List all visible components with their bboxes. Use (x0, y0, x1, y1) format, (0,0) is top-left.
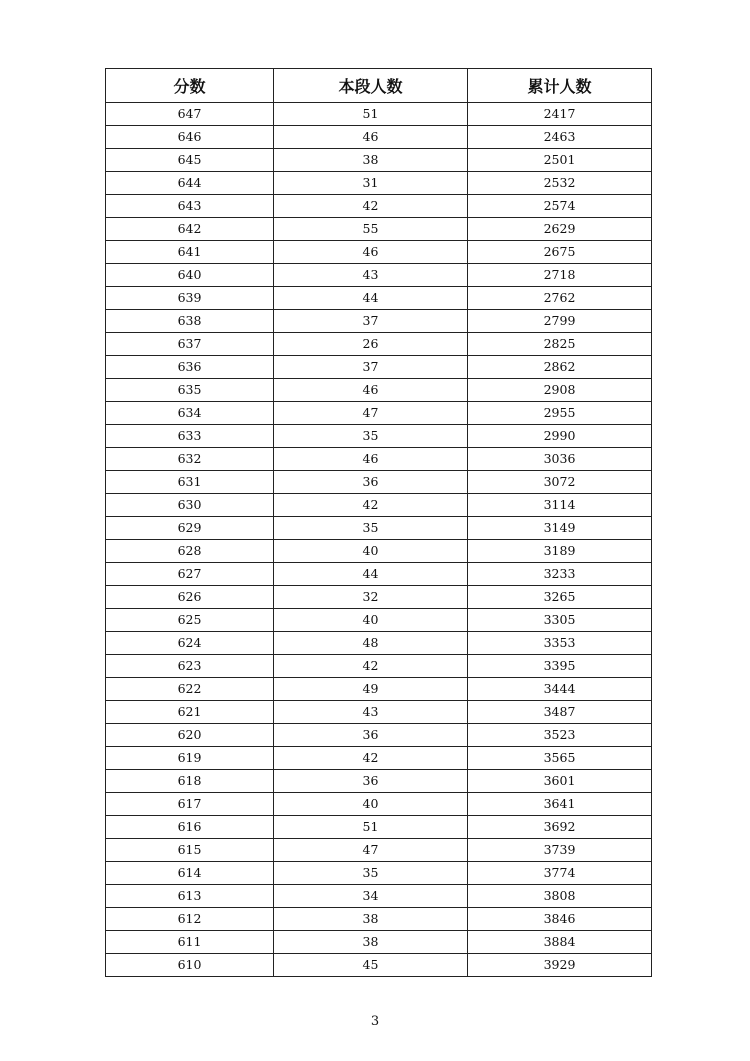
segment-count-cell: 36 (274, 770, 468, 793)
segment-count-cell: 46 (274, 241, 468, 264)
segment-count-cell: 42 (274, 195, 468, 218)
cumulative-count-cell: 3565 (468, 747, 652, 770)
table-row (106, 954, 652, 977)
cumulative-count-cell: 2718 (468, 264, 652, 287)
segment-count-cell: 49 (274, 678, 468, 701)
score-cell: 625 (106, 609, 274, 632)
cumulative-count-cell: 3523 (468, 724, 652, 747)
cumulative-count-cell: 2762 (468, 287, 652, 310)
score-cell: 614 (106, 862, 274, 885)
cumulative-count-cell: 2629 (468, 218, 652, 241)
segment-count-cell: 38 (274, 931, 468, 954)
cumulative-count-cell: 3353 (468, 632, 652, 655)
table-row (106, 287, 652, 310)
cumulative-count-cell: 3444 (468, 678, 652, 701)
cumulative-count-cell: 3846 (468, 908, 652, 931)
score-cell: 637 (106, 333, 274, 356)
segment-count-cell: 43 (274, 701, 468, 724)
table-row (106, 517, 652, 540)
score-cell: 628 (106, 540, 274, 563)
segment-count-cell: 34 (274, 885, 468, 908)
segment-count-cell: 35 (274, 517, 468, 540)
segment-count-cell: 44 (274, 563, 468, 586)
segment-count-cell: 38 (274, 908, 468, 931)
cumulative-count-cell: 3808 (468, 885, 652, 908)
table-row (106, 149, 652, 172)
table-row (106, 609, 652, 632)
table-row (106, 310, 652, 333)
table-row (106, 241, 652, 264)
table-row (106, 195, 652, 218)
score-cell: 638 (106, 310, 274, 333)
cumulative-count-cell: 3114 (468, 494, 652, 517)
table-row (106, 655, 652, 678)
table-header (106, 69, 652, 103)
table-row (106, 701, 652, 724)
segment-count-cell: 37 (274, 356, 468, 379)
score-distribution-table-container (105, 68, 651, 977)
cumulative-count-cell: 2799 (468, 310, 652, 333)
score-cell: 630 (106, 494, 274, 517)
score-cell: 624 (106, 632, 274, 655)
table-row (106, 770, 652, 793)
table-row (106, 793, 652, 816)
cumulative-count-cell: 3036 (468, 448, 652, 471)
score-cell: 620 (106, 724, 274, 747)
table-row (106, 333, 652, 356)
score-cell: 633 (106, 425, 274, 448)
table-row (106, 448, 652, 471)
segment-count-cell: 36 (274, 724, 468, 747)
header-segment-count: 本段人数 (274, 69, 468, 103)
score-cell: 645 (106, 149, 274, 172)
cumulative-count-cell: 3233 (468, 563, 652, 586)
page-number: 3 (370, 1014, 380, 1029)
segment-count-cell: 44 (274, 287, 468, 310)
segment-count-cell: 48 (274, 632, 468, 655)
cumulative-count-cell: 2908 (468, 379, 652, 402)
segment-count-cell: 46 (274, 126, 468, 149)
table-body (106, 103, 652, 977)
table-row (106, 563, 652, 586)
cumulative-count-cell: 3884 (468, 931, 652, 954)
segment-count-cell: 51 (274, 103, 468, 126)
table-row (106, 540, 652, 563)
table-row (106, 402, 652, 425)
segment-count-cell: 46 (274, 379, 468, 402)
score-cell: 617 (106, 793, 274, 816)
score-cell: 623 (106, 655, 274, 678)
cumulative-count-cell: 3692 (468, 816, 652, 839)
score-cell: 626 (106, 586, 274, 609)
table-row (106, 471, 652, 494)
score-cell: 641 (106, 241, 274, 264)
segment-count-cell: 47 (274, 402, 468, 425)
segment-count-cell: 47 (274, 839, 468, 862)
cumulative-count-cell: 3265 (468, 586, 652, 609)
segment-count-cell: 40 (274, 609, 468, 632)
table-row (106, 494, 652, 517)
segment-count-cell: 37 (274, 310, 468, 333)
table-row (106, 103, 652, 126)
cumulative-count-cell: 3395 (468, 655, 652, 678)
cumulative-count-cell: 3774 (468, 862, 652, 885)
score-cell: 629 (106, 517, 274, 540)
cumulative-count-cell: 3929 (468, 954, 652, 977)
segment-count-cell: 43 (274, 264, 468, 287)
cumulative-count-cell: 2574 (468, 195, 652, 218)
cumulative-count-cell: 2955 (468, 402, 652, 425)
table-row (106, 264, 652, 287)
header-score: 分数 (106, 69, 274, 103)
table-row (106, 747, 652, 770)
cumulative-count-cell: 3641 (468, 793, 652, 816)
header-row (106, 69, 652, 103)
header-cumulative-count: 累计人数 (468, 69, 652, 103)
cumulative-count-cell: 2675 (468, 241, 652, 264)
score-cell: 639 (106, 287, 274, 310)
score-cell: 611 (106, 931, 274, 954)
score-cell: 647 (106, 103, 274, 126)
cumulative-count-cell: 2501 (468, 149, 652, 172)
table-row (106, 908, 652, 931)
segment-count-cell: 45 (274, 954, 468, 977)
segment-count-cell: 55 (274, 218, 468, 241)
table-row (106, 425, 652, 448)
table-row (106, 862, 652, 885)
table-row (106, 586, 652, 609)
score-cell: 646 (106, 126, 274, 149)
cumulative-count-cell: 2463 (468, 126, 652, 149)
cumulative-count-cell: 2862 (468, 356, 652, 379)
score-cell: 634 (106, 402, 274, 425)
segment-count-cell: 26 (274, 333, 468, 356)
score-cell: 627 (106, 563, 274, 586)
cumulative-count-cell: 3189 (468, 540, 652, 563)
table-row (106, 356, 652, 379)
table-row (106, 839, 652, 862)
score-cell: 621 (106, 701, 274, 724)
cumulative-count-cell: 3601 (468, 770, 652, 793)
cumulative-count-cell: 3487 (468, 701, 652, 724)
score-cell: 622 (106, 678, 274, 701)
score-cell: 631 (106, 471, 274, 494)
score-cell: 610 (106, 954, 274, 977)
segment-count-cell: 35 (274, 862, 468, 885)
table-row (106, 724, 652, 747)
score-cell: 644 (106, 172, 274, 195)
cumulative-count-cell: 2417 (468, 103, 652, 126)
segment-count-cell: 32 (274, 586, 468, 609)
score-cell: 613 (106, 885, 274, 908)
score-cell: 632 (106, 448, 274, 471)
table-row (106, 816, 652, 839)
score-cell: 615 (106, 839, 274, 862)
segment-count-cell: 31 (274, 172, 468, 195)
table-row (106, 632, 652, 655)
segment-count-cell: 38 (274, 149, 468, 172)
score-cell: 619 (106, 747, 274, 770)
cumulative-count-cell: 2532 (468, 172, 652, 195)
table-row (106, 885, 652, 908)
table-row (106, 931, 652, 954)
score-cell: 643 (106, 195, 274, 218)
cumulative-count-cell: 2990 (468, 425, 652, 448)
segment-count-cell: 42 (274, 494, 468, 517)
table-row (106, 172, 652, 195)
segment-count-cell: 40 (274, 540, 468, 563)
segment-count-cell: 46 (274, 448, 468, 471)
segment-count-cell: 42 (274, 655, 468, 678)
table-row (106, 379, 652, 402)
cumulative-count-cell: 2825 (468, 333, 652, 356)
segment-count-cell: 36 (274, 471, 468, 494)
score-cell: 612 (106, 908, 274, 931)
score-cell: 616 (106, 816, 274, 839)
segment-count-cell: 51 (274, 816, 468, 839)
cumulative-count-cell: 3739 (468, 839, 652, 862)
table-row (106, 218, 652, 241)
cumulative-count-cell: 3149 (468, 517, 652, 540)
score-distribution-table (105, 68, 652, 977)
score-cell: 635 (106, 379, 274, 402)
score-cell: 642 (106, 218, 274, 241)
table-row (106, 678, 652, 701)
score-cell: 618 (106, 770, 274, 793)
cumulative-count-cell: 3072 (468, 471, 652, 494)
segment-count-cell: 42 (274, 747, 468, 770)
cumulative-count-cell: 3305 (468, 609, 652, 632)
table-row (106, 126, 652, 149)
segment-count-cell: 35 (274, 425, 468, 448)
segment-count-cell: 40 (274, 793, 468, 816)
score-cell: 636 (106, 356, 274, 379)
score-cell: 640 (106, 264, 274, 287)
